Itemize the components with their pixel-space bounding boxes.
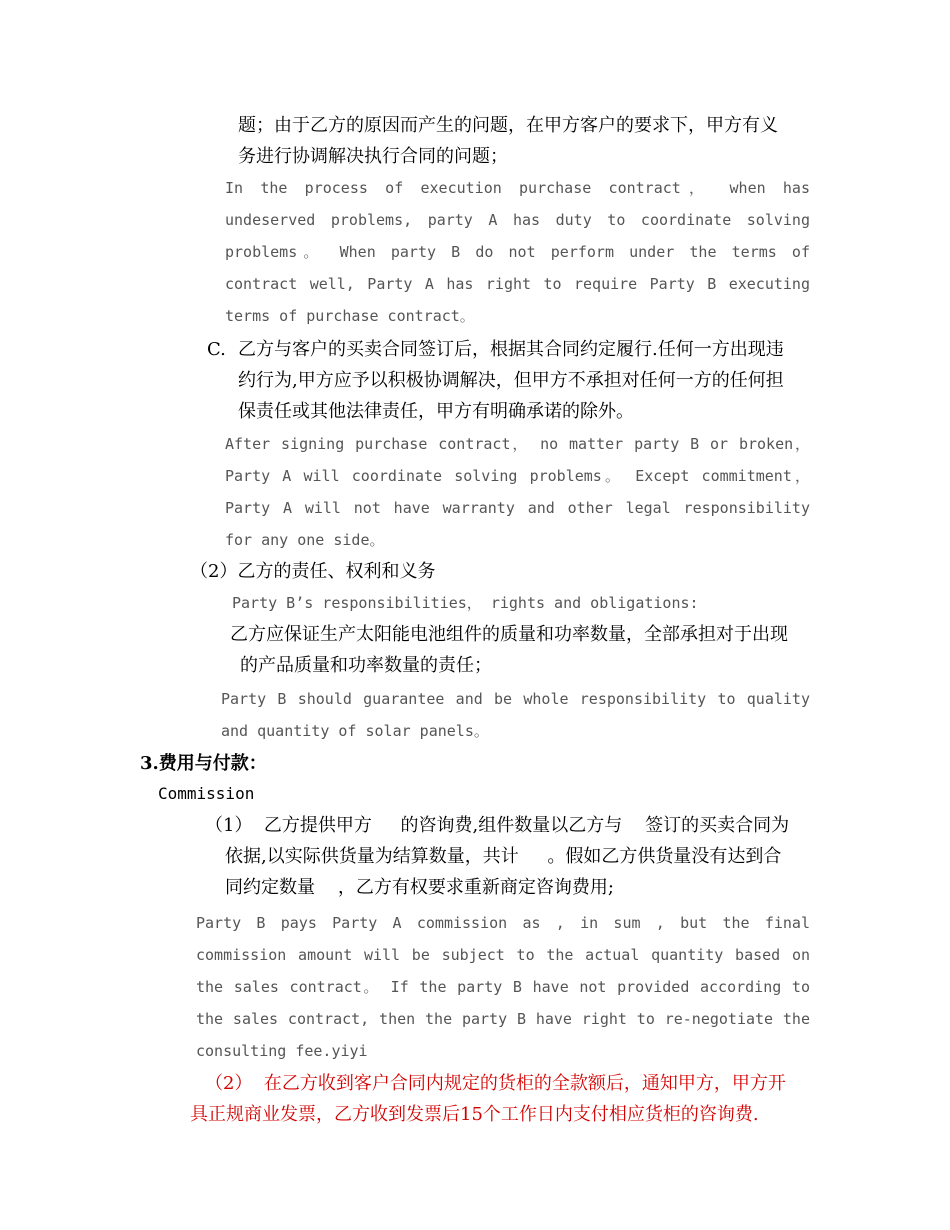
text-line: 保责任或其他法律责任，甲方有明确承诺的除外。: [238, 401, 634, 422]
text-line: 具正规商业发票，乙方收到发票后15个工作日内支付相应货柜的咨询费.: [190, 1104, 759, 1125]
text-line: 同约定数量 ，乙方有权要求重新商定咨询费用;: [225, 877, 614, 898]
text-line: 依据,以实际供货量为结算数量，共计 。假如乙方供货量没有达到合: [225, 846, 782, 867]
clause-c-marker: C.: [207, 339, 226, 360]
text-line: 的产品质量和功率数量的责任；: [240, 655, 492, 676]
text-line: 乙方应保证生产太阳能电池组件的质量和功率数量，全部承担对于出现: [230, 624, 788, 645]
clause-b-chinese: [238, 110, 813, 172]
clause-b-english: In the process of execution purchase contract， when has undeserved problems, party A has duty to coordinate solving problems。 When party B do not perform under the terms of contract well, Party A has right to require Party B executing terms of purchase contract。: [225, 179, 810, 325]
party-b-heading: （2）乙方的责任、权利和义务: [190, 561, 436, 582]
text-line: （1） 乙方提供甲方 的咨询费,组件数量以乙方与 签订的买卖合同为: [205, 815, 790, 836]
party-b-heading-english: Party B’s responsibilities， rights and obligations:: [232, 594, 699, 612]
text-line: 乙方与客户的买卖合同签订后，根据其合同约定履行.任何一方出现违: [238, 339, 784, 360]
text-line: 务进行协调解决执行合同的问题；: [238, 146, 508, 167]
text-line: （2） 在乙方收到客户合同内规定的货柜的全款额后，通知甲方，甲方开: [205, 1073, 786, 1094]
text-line: 题；由于乙方的原因而产生的问题，在甲方客户的要求下，甲方有义: [238, 115, 778, 136]
payment-clause-chinese: [190, 1068, 815, 1130]
text-line: 约行为,甲方应予以积极协调解决，但甲方不承担对任何一方的任何担: [238, 370, 784, 391]
section-heading-english: Commission: [158, 784, 255, 803]
section-heading: 3.费用与付款：: [140, 753, 267, 774]
party-b-duty-chinese: [230, 619, 815, 681]
clause-c-english: After signing purchase contract， no matter party B or broken， Party A will coordinate solving problems。 Except commitment， Party A will not have warranty and other legal responsibility for any one side。: [225, 435, 810, 549]
party-b-duty-english: Party B should guarantee and be whole responsibility to quality and quantity of solar panels。: [221, 690, 810, 740]
clause-c-chinese: [238, 334, 813, 427]
commission-clause-chinese: [205, 810, 815, 903]
commission-clause-english: Party B pays Party A commission as , in sum , but the final commission amount will be subject to the actual quantity based on the sales contract。 If the party B have not provided according to the sales contract, then the party B have right to re-negotiate the consulting fee.yiyi: [196, 914, 810, 1060]
